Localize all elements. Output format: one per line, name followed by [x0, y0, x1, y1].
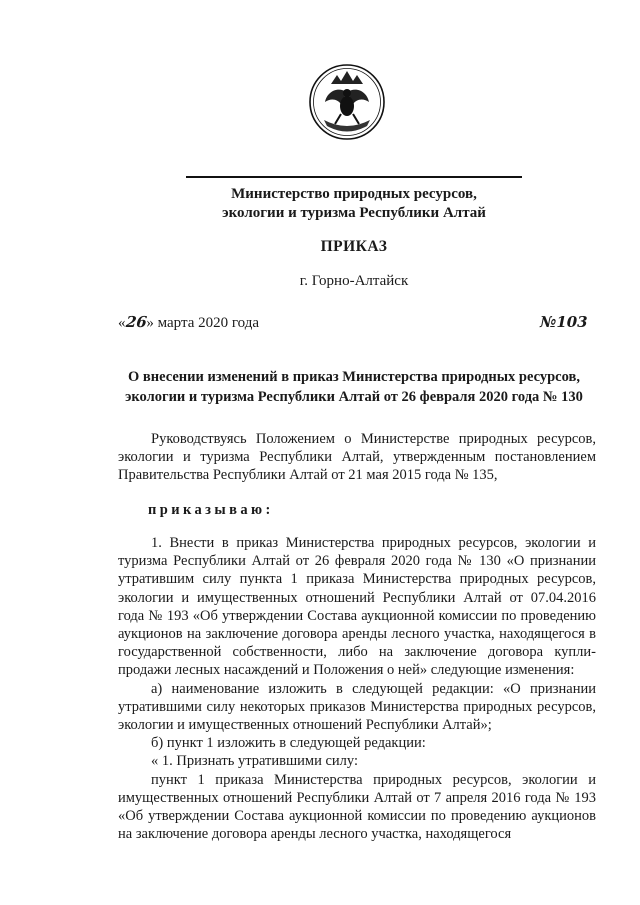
order-body [118, 534, 596, 843]
order-subject [112, 367, 596, 407]
preamble-text: Руководствуясь Положением о Министерстве природных ресурсов, экологии и туризма Республики Алтай, утвержденным постановлением Правительства Республики Алтай от 21 мая 2015 года № 135, [118, 431, 596, 484]
paragraph-a: а) наименование изложить в следующей редакции: «О признании утратившими силу некоторых приказов Министерства природных ресурсов, экологии и имущественных отношений Республики Алтай»; [118, 680, 596, 734]
order-number-prefix: № [540, 313, 557, 331]
ministry-name [150, 185, 558, 223]
issue-city: г. Горно-Алтайск [299, 273, 409, 289]
date-open-quote: « [118, 315, 126, 331]
preamble [118, 430, 596, 485]
order-word: приказываю: [148, 502, 274, 518]
coat-of-arms-emblem [307, 62, 387, 142]
order-number [540, 313, 588, 331]
ministry-line-2: экологии и туризма Республики Алтай [222, 205, 486, 221]
date-month-year: » марта 2020 года [146, 315, 260, 331]
paragraph-quote-1: « 1. Признать утратившими силу: [151, 753, 359, 770]
ministry-line-1: Министерство природных ресурсов, [231, 186, 477, 202]
date-day-handwritten: 26 [124, 313, 148, 331]
paragraph-1: 1. Внести в приказ Министерства природных ресурсов, экологии и туризма Республики Алтай от 26 февраля 2020 года № 130 «О признании утратившим силу пункта 1 приказа Министерства природных ресурсов, экологии и имущественных отношений Республики Алтай от 07.04.2016 года № 193 «Об утверждении Состава аукционной комиссии по проведению аукционов на заключение договора аренды лесного участка, находящегося в государственной собственности, либо на заключение договора купли-продажи лесных насаждений и Положения о ней» следующие изменения: [118, 535, 596, 679]
issue-date [118, 313, 259, 332]
subject-line-2: экологии и туризма Республики Алтай от 26 февраля 2020 года № 130 [125, 389, 583, 405]
document-type: ПРИКАЗ [320, 238, 388, 255]
order-number-value: 103 [556, 313, 588, 331]
header-rule [186, 176, 522, 178]
paragraph-point-1: пункт 1 приказа Министерства природных ресурсов, экологии и имущественных отношений Республики Алтай от 7 апреля 2016 года № 193 «Об утверждении Состава аукционной комиссии по проведению аукционов на заключение договора аренды лесного участка, находящегося [118, 771, 596, 843]
subject-line-1: О внесении изменений в приказ Министерства природных ресурсов, [128, 369, 580, 385]
paragraph-b: б) пункт 1 изложить в следующей редакции: [151, 735, 426, 752]
